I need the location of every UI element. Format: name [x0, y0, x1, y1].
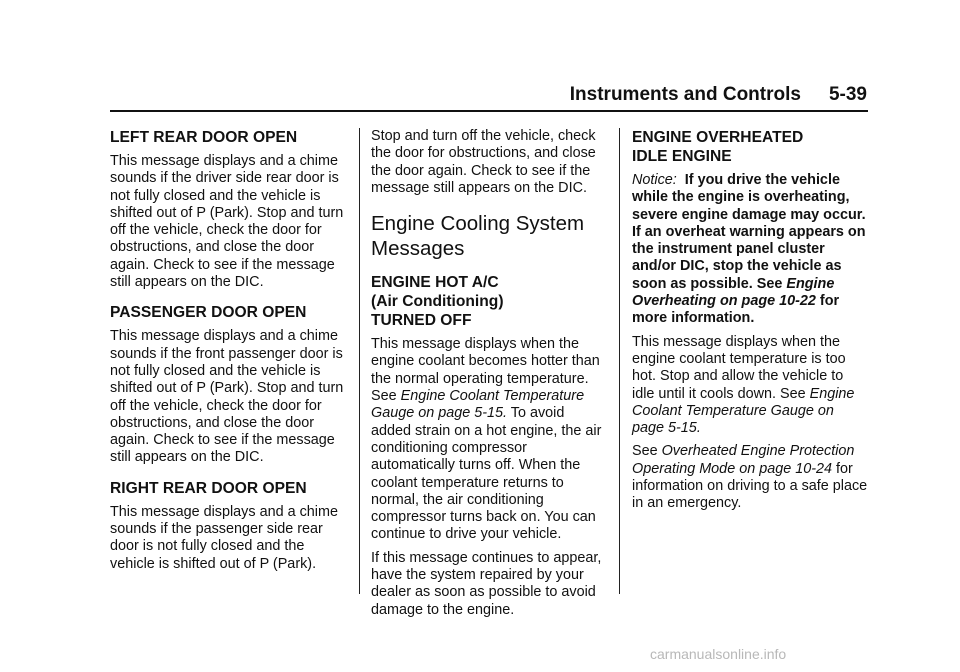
heading-engine-overheated — [632, 128, 868, 166]
page-header — [570, 84, 867, 106]
cross-reference: Overheated Engine Protection Operating Mode on page 10-24 — [632, 443, 855, 477]
heading-line: ENGINE OVERHEATED — [632, 129, 804, 146]
section-title: Instruments and Controls — [569, 84, 801, 105]
heading-right-rear-door: RIGHT REAR DOOR OPEN — [110, 479, 307, 497]
text-run: This message displays when the engine coolant temperature is too hot. Stop and allow the vehicle to idle until it cools down. See — [632, 333, 846, 402]
cross-reference: Engine Overheating on page 10-22 — [632, 275, 835, 310]
paragraph: This message displays and a chime sounds if the driver side rear door is not fully closed and the vehicle is shifted out of P (Park). Stop and turn off the vehicle, check the door for obstructions, and close the door again. Check to see if the message still appears on the DIC. — [110, 153, 344, 291]
heading-line: IDLE ENGINE — [632, 148, 732, 165]
notice-label: Notice: — [632, 172, 677, 188]
notice-text: If you drive the vehicle while the engine is overheating, severe engine damage may occur. If an overheat warning appears on the instrument panel cluster and/or DIC, stop the vehicle as soon as possible. See — [632, 172, 870, 292]
paragraph — [371, 336, 607, 544]
notice-text: for more information. — [632, 293, 840, 327]
heading-passenger-door: PASSENGER DOOR OPEN — [110, 304, 307, 322]
heading-line: ENGINE HOT A/C — [371, 274, 499, 292]
column-1 — [110, 128, 346, 585]
paragraph: This message displays and a chime sounds if the front passenger door is not fully closed and the vehicle is shifted out of P (Park). Stop and turn off the vehicle, check the door for obstructions, and close the door again. Check to see if the message still appears on the DIC. — [110, 328, 344, 466]
cross-reference: Engine Coolant Temperature Gauge on page 5-15. — [632, 385, 855, 437]
header-rule — [110, 110, 868, 112]
column-3 — [632, 128, 868, 513]
paragraph: If this message continues to appear, have the system repaired by your dealer as soon as possible to avoid damage to the engine. — [371, 549, 602, 618]
paragraph: Stop and turn off the vehicle, check the door for obstructions, and close the door again. Check to see if the message still appears on the DIC. — [371, 128, 596, 196]
cross-reference: Engine Coolant Temperature Gauge on page 5-15. — [371, 388, 585, 422]
section-passenger-door — [110, 303, 346, 466]
text-run: for information on driving to a safe place in an emergency. — [632, 460, 868, 512]
notice-paragraph — [632, 172, 868, 328]
paragraph — [632, 334, 868, 438]
watermark: carmanualsonline.info — [650, 646, 787, 662]
column-divider-1 — [359, 128, 360, 594]
heading-line: Engine Cooling System — [371, 212, 585, 236]
page-number: 5-39 — [828, 84, 867, 105]
text-run: This message displays when the engine coolant becomes hotter than the normal operating temperature. See — [371, 336, 600, 405]
section-left-rear-door — [110, 128, 346, 291]
heading-line: Messages — [371, 237, 465, 261]
paragraph: This message displays and a chime sounds if the passenger side rear door is not fully closed and the vehicle is shifted out of P (Park). — [110, 503, 338, 572]
heading-line: (Air Conditioning) — [371, 293, 504, 311]
heading-engine-hot-ac — [371, 273, 607, 330]
text-run: See — [632, 443, 662, 460]
heading-engine-cooling — [371, 211, 607, 261]
paragraph — [632, 443, 868, 512]
column-2 — [371, 128, 607, 619]
text-run: To avoid added strain on a hot engine, the air conditioning compressor automatically turns off. When the coolant temperature returns to normal, the air conditioning compressor turns back on. You can continue to drive your vehicle. — [371, 405, 602, 543]
section-right-rear-door — [110, 479, 346, 573]
column-divider-2 — [619, 128, 620, 594]
heading-left-rear-door: LEFT REAR DOOR OPEN — [110, 129, 298, 146]
heading-line: TURNED OFF — [371, 312, 472, 330]
